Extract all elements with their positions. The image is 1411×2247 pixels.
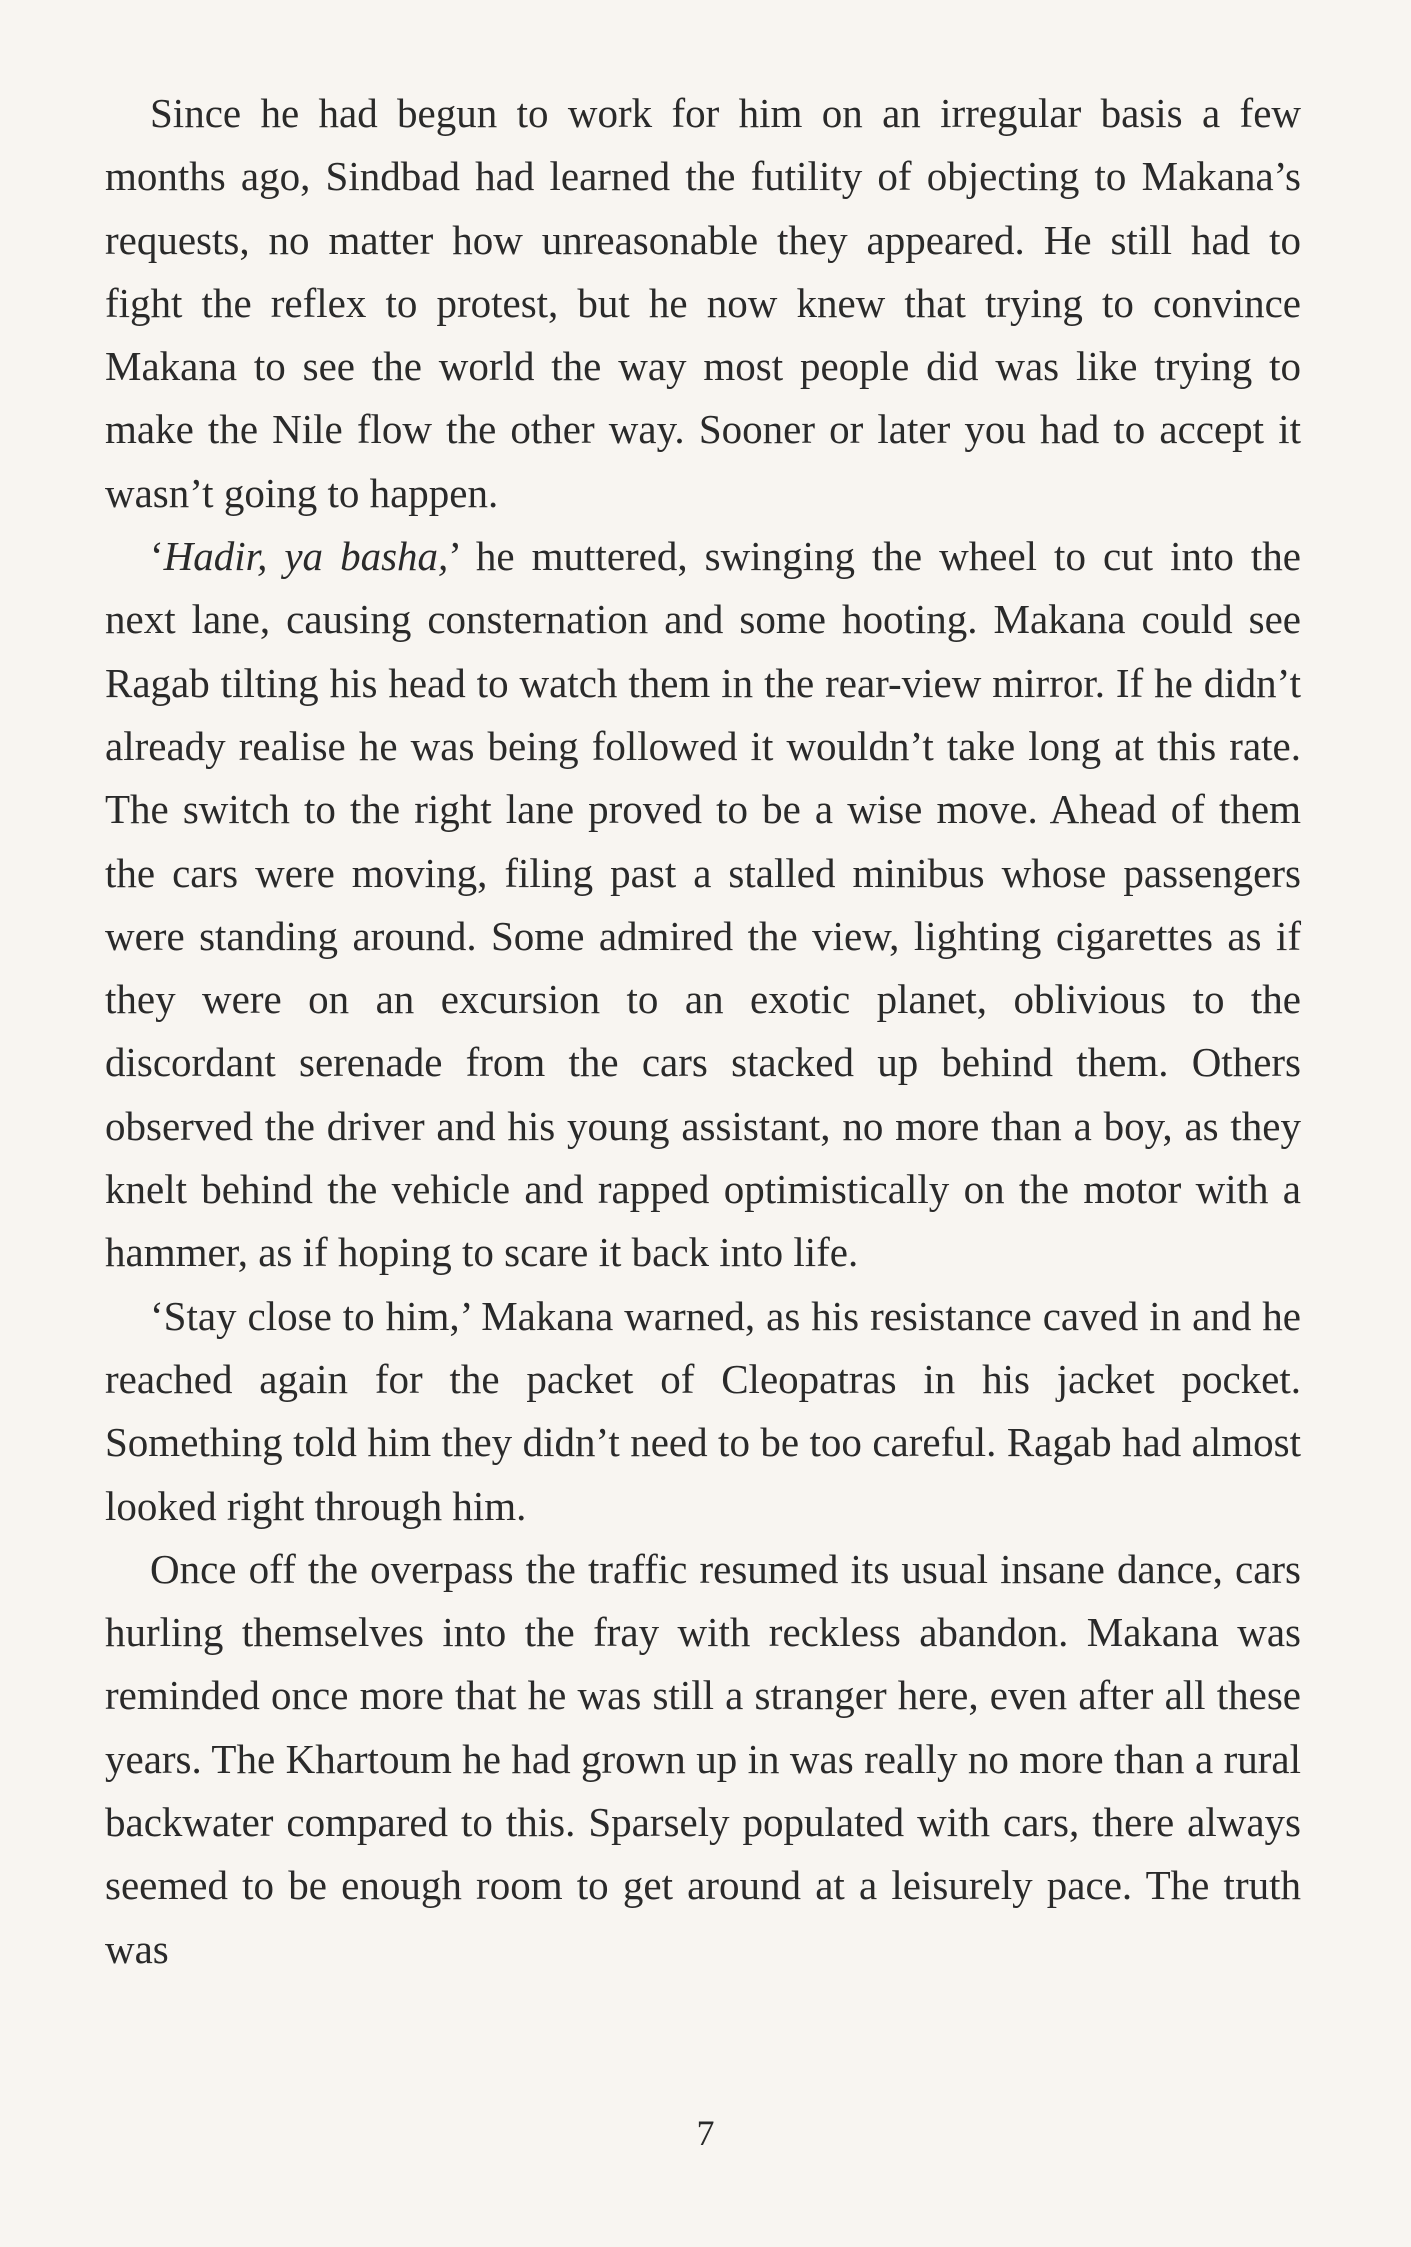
paragraph-4-text: Once off the overpass the traffic resumed its usual insane dance, cars hurling themselves into the fray with reckless abandon. Makana was reminded once more that he was still a stranger here, even after all these years. The Khartoum he had grown up in was really no more than a rural backwater compared to this. Sparsely populated with cars, there always seemed to be enough room to get around at a leisurely pace. The truth was (105, 1545, 1301, 1972)
paragraph-2-text: ’ he muttered, swinging the wheel to cut into the next lane, causing consternation and some hooting. Makana could see Ragab tilting his head to watch them in the rear-view mirror. If he didn’t already realise he was being followed it wouldn’t take long at this rate. The switch to the right lane proved to be a wise move. Ahead of them the cars were moving, filing past a stalled minibus whose passengers were standing around. Some admired the view, lighting cigarettes as if they were on an excursion to an exotic planet, oblivious to the discordant serenade from the cars stacked up behind them. Others observed the driver and his young assistant, no more than a boy, as they knelt behind the vehicle and rapped optimistically on the motor with a hammer, as if hoping to scare it back into life. (105, 533, 1301, 1276)
paragraph-2 (105, 525, 1301, 1285)
page-number: 7 (696, 2113, 715, 2153)
paragraph-1 (105, 82, 1301, 525)
page-body (105, 82, 1301, 1981)
paragraph-3 (105, 1285, 1301, 1538)
italic-phrase: Hadir, ya basha, (163, 533, 449, 580)
opening-quote: ‘ (150, 533, 164, 580)
paragraph-1-text: Since he had begun to work for him on an irregular basis a few months ago, Sindbad had learned the futility of objecting to Makana’s requests, no matter how unreasonable they appeared. He still had to fight the reflex to protest, but he now knew that trying to convince Makana to see the world the way most people did was like trying to make the Nile flow the other way. Sooner or later you had to accept it wasn’t going to happen. (105, 90, 1301, 516)
paragraph-4 (105, 1538, 1301, 1981)
paragraph-3-text: ‘Stay close to him,’ Makana warned, as his resistance caved in and he reached again for the packet of Cleopatras in his jacket pocket. Something told him they didn’t need to be too careful. Ragab had almost looked right through him. (105, 1292, 1301, 1529)
